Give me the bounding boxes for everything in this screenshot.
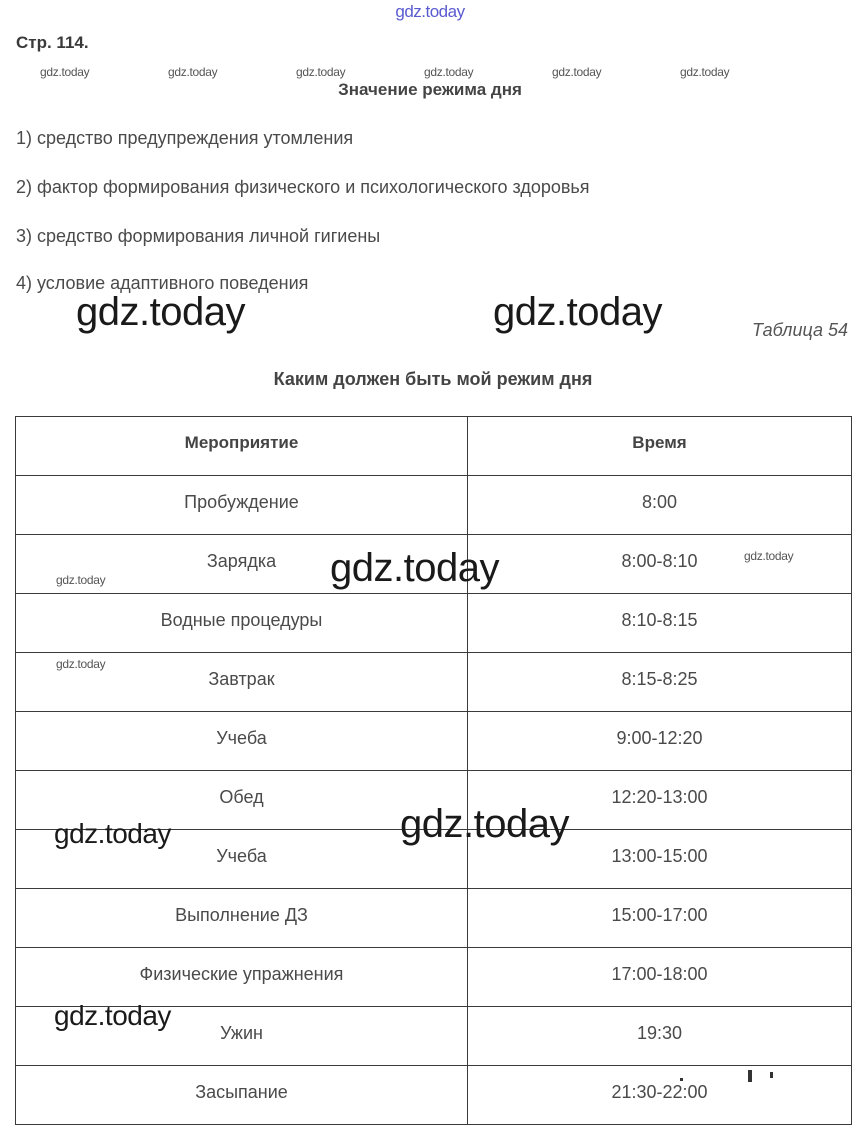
watermark-small: gdz.today — [168, 65, 218, 79]
cell-time: 8:00 — [468, 476, 852, 535]
list-item: 2) фактор формирования физического и психологического здоровья — [16, 177, 590, 197]
table-row — [16, 594, 852, 653]
header-activity: Мероприятие — [16, 417, 468, 476]
cell-time: 19:30 — [468, 1007, 852, 1066]
cell-activity: Физические упражнения — [16, 948, 468, 1007]
watermark-medium: gdz.today — [54, 1000, 171, 1031]
watermark-large: gdz.today — [76, 290, 245, 334]
cell-time: 13:00-15:00 — [468, 830, 852, 889]
cell-time: 17:00-18:00 — [468, 948, 852, 1007]
watermark-top: gdz.today — [395, 2, 465, 21]
watermark-large: gdz.today — [330, 546, 499, 590]
table-header-row — [16, 417, 852, 476]
section-title: Значение режима дня — [338, 80, 522, 99]
table-row — [16, 653, 852, 712]
table-row — [16, 1066, 852, 1125]
cell-time: 12:20-13:00 — [468, 771, 852, 830]
watermark-small: gdz.today — [56, 573, 106, 587]
header-time: Время — [468, 417, 852, 476]
cell-activity: Пробуждение — [16, 476, 468, 535]
cell-activity: Зарядка — [16, 535, 468, 594]
table-title: Каким должен быть мой режим дня — [273, 369, 593, 389]
cell-activity: Учеба — [16, 712, 468, 771]
cell-activity: Водные процедуры — [16, 594, 468, 653]
list-item: 3) средство формирования личной гигиены — [16, 226, 381, 246]
table-row — [16, 712, 852, 771]
cell-time: 8:00-8:10 — [468, 535, 852, 594]
cell-time: 8:10-8:15 — [468, 594, 852, 653]
table-row — [16, 476, 852, 535]
watermark-large: gdz.today — [400, 802, 569, 846]
watermark-small: gdz.today — [296, 65, 346, 79]
watermark-small: gdz.today — [744, 549, 794, 563]
table-row — [16, 948, 852, 1007]
cell-time: 15:00-17:00 — [468, 889, 852, 948]
watermark-small: gdz.today — [552, 65, 602, 79]
watermark-large: gdz.today — [493, 290, 662, 334]
page-reference: Стр. 114. — [16, 33, 89, 52]
cell-time: 21:30-22:00 — [468, 1066, 852, 1125]
cell-time: 9:00-12:20 — [468, 712, 852, 771]
cell-activity: Учеба — [16, 830, 468, 889]
watermark-medium: gdz.today — [54, 818, 171, 849]
watermark-small: gdz.today — [40, 65, 90, 79]
cell-activity: Ужин — [16, 1007, 468, 1066]
cell-activity: Выполнение ДЗ — [16, 889, 468, 948]
list-item: 1) средство предупреждения утомления — [16, 128, 354, 148]
table-caption: Таблица 54 — [751, 320, 848, 340]
watermark-small: gdz.today — [424, 65, 474, 79]
list-item: 4) условие адаптивного поведения — [16, 273, 309, 293]
cell-activity: Завтрак — [16, 653, 468, 712]
cell-activity: Засыпание — [16, 1066, 468, 1125]
cell-activity: Обед — [16, 771, 468, 830]
watermark-small: gdz.today — [56, 657, 106, 671]
cell-time: 8:15-8:25 — [468, 653, 852, 712]
watermark-small: gdz.today — [680, 65, 730, 79]
table-row — [16, 889, 852, 948]
